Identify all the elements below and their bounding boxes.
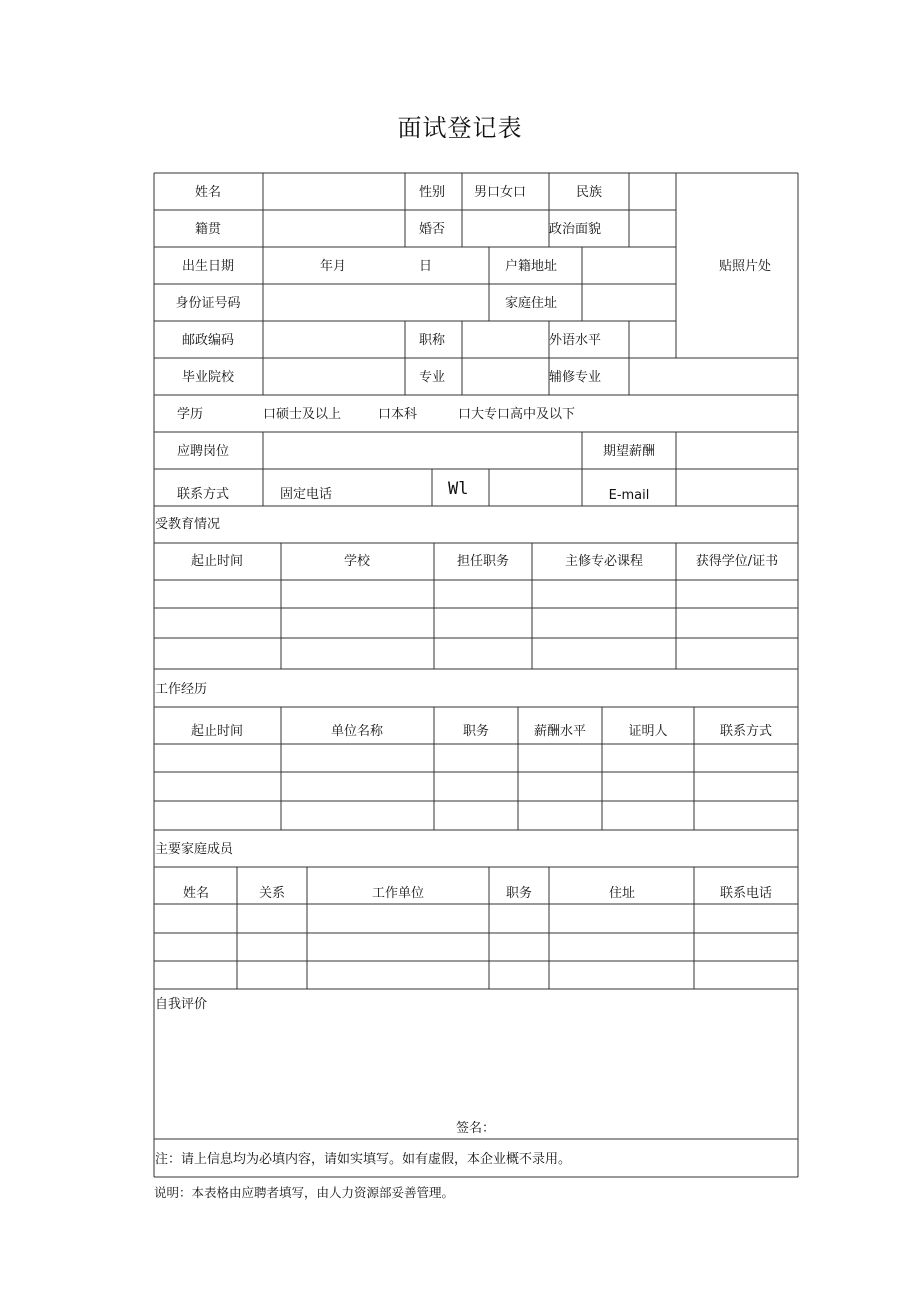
name-label: 姓名 — [194, 185, 222, 200]
family-header-address: 住址 — [608, 886, 636, 901]
work-header-reference: 证明人 — [628, 724, 668, 739]
postcode-label: 邮政编码 — [181, 333, 235, 348]
degree-option-master[interactable]: 口硕士及以上 — [263, 407, 342, 422]
edu-header-courses: 主修专必课程 — [564, 554, 644, 569]
family-section-label: 主要家庭成员 — [155, 842, 234, 857]
family-header-employer: 工作单位 — [371, 886, 425, 901]
family-header-phone: 联系电话 — [719, 886, 773, 901]
family-header-name: 姓名 — [182, 886, 210, 901]
edu-header-school: 学校 — [343, 554, 371, 569]
work-header-salary: 薪酬水平 — [533, 724, 587, 739]
language-level-label: 外语水平 — [549, 333, 602, 348]
landline-label: 固定电话 — [280, 487, 333, 502]
work-header-company: 单位名称 — [330, 724, 384, 739]
birth-year-month: 年月 — [320, 259, 347, 274]
degree-label: 学历 — [177, 407, 204, 422]
education-section-label: 受教育情况 — [155, 517, 221, 532]
expected-salary-label: 期望薪酬 — [602, 444, 656, 459]
ethnicity-label: 民族 — [575, 185, 603, 200]
gender-options[interactable]: 男口女口 — [474, 185, 527, 200]
family-header-relation: 关系 — [258, 886, 286, 901]
edu-header-degree: 获得学位/证书 — [695, 554, 779, 569]
form-note: 注：请上信息均为必填内容，请如实填写。如有虚假，本企业概不录用。 — [155, 1152, 572, 1167]
wl-text: Wl — [448, 479, 469, 499]
degree-option-college[interactable]: 口大专口高中及以下 — [458, 407, 576, 422]
work-header-contact: 联系方式 — [719, 724, 773, 739]
minor-label: 辅修专业 — [549, 370, 602, 385]
gender-label: 性别 — [419, 185, 446, 200]
job-title-label: 职称 — [419, 333, 446, 348]
marital-label: 婚否 — [419, 222, 446, 237]
email-label: E-mail — [608, 488, 650, 503]
id-number-label: 身份证号码 — [175, 296, 241, 311]
birth-date-label: 出生日期 — [181, 259, 235, 274]
photo-placeholder: 贴照片处 — [718, 259, 772, 274]
political-status-label: 政治面貌 — [549, 222, 602, 237]
birth-day: 日 — [419, 259, 433, 274]
home-address-label: 家庭住址 — [505, 296, 558, 311]
contact-label: 联系方式 — [176, 487, 230, 502]
native-place-label: 籍贯 — [194, 222, 222, 237]
household-address-label: 户籍地址 — [505, 259, 558, 274]
school-label: 毕业院校 — [181, 370, 235, 385]
position-label: 应聘岗位 — [176, 444, 230, 459]
work-section-label: 工作经历 — [155, 682, 208, 697]
edu-header-period: 起止时间 — [190, 554, 244, 569]
page-title: 面试登记表 — [397, 114, 523, 142]
work-header-position: 职务 — [462, 724, 490, 739]
edu-header-role: 担任职务 — [456, 554, 510, 569]
family-header-position: 职务 — [505, 886, 533, 901]
degree-option-bachelor[interactable]: 口本科 — [378, 407, 418, 422]
footnote: 说明：本表格由应聘者填写，由人力资源部妥善管理。 — [154, 1185, 455, 1200]
major-label: 专业 — [419, 370, 446, 385]
self-evaluation-label: 自我评价 — [155, 997, 208, 1012]
work-header-period: 起止时间 — [190, 724, 244, 739]
signature-label: 签名： — [456, 1121, 496, 1136]
